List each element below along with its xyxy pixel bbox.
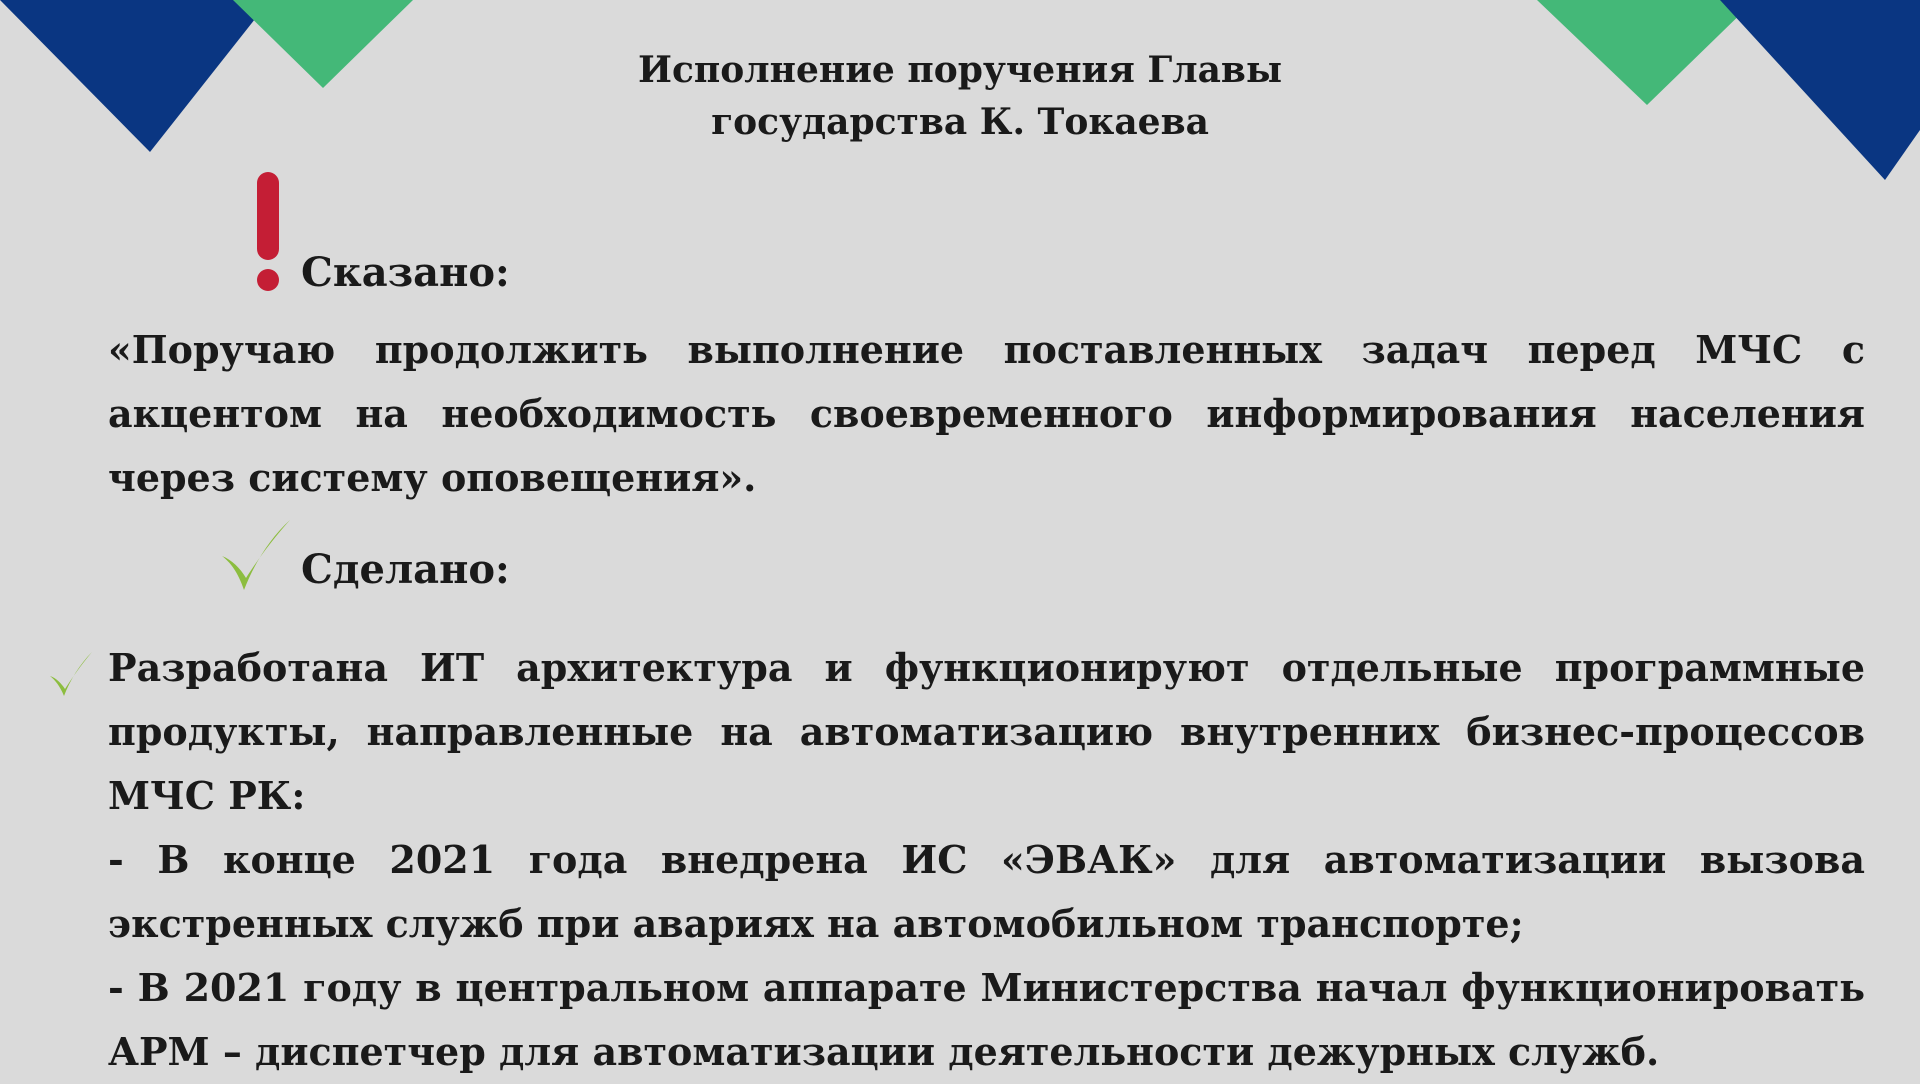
quote-paragraph: «Поручаю продолжить выполнение поставленных задач перед МЧС с акцентом на необходимость своевременного информирования населения через систему оповещения». [108, 327, 1865, 500]
top-right-navy-triangle [1720, 0, 1920, 180]
said-label: Сказано: [301, 249, 510, 296]
checkmark-icon [220, 518, 292, 592]
done-item-evak: - В конце 2021 года внедрена ИС «ЭВАК» для автоматизации вызова экстренных служб при авариях на автомобильном транспорте; [108, 837, 1865, 946]
slide-title [560, 44, 1360, 148]
done-content [108, 636, 1865, 1084]
top-right-green-triangle [1537, 0, 1755, 105]
checkmark-icon-small [48, 650, 94, 698]
done-intro: Разработана ИТ архитектура и функционируют отдельные программные продукты, направленные на автоматизацию внутренних бизнес-процессов МЧС РК: [108, 645, 1865, 818]
done-label: Сделано: [301, 546, 510, 593]
top-left-green-triangle [233, 0, 413, 88]
title-line-2: государства К. Токаева [711, 101, 1209, 143]
done-item-arm: - В 2021 году в центральном аппарате Министерства начал функционировать АРМ – диспетчер для автоматизации деятельности дежурных служб. [108, 965, 1865, 1074]
top-left-navy-triangle [0, 0, 270, 152]
title-line-1: Исполнение поручения Главы [637, 49, 1283, 91]
exclamation-icon [256, 172, 280, 292]
